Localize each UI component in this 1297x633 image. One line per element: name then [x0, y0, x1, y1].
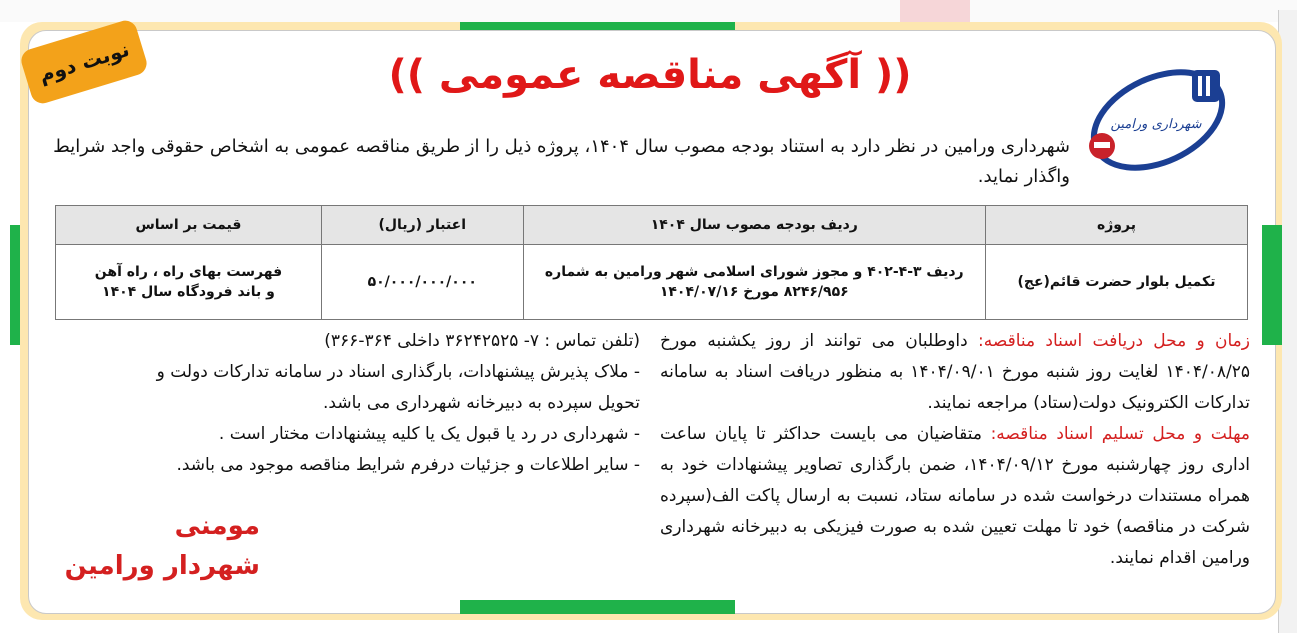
header-credit: اعتبار (ریال) [321, 206, 523, 245]
signature-role: شهردار ورامین [64, 551, 260, 581]
cell-budget-line [523, 245, 985, 320]
signature-block [60, 506, 260, 586]
header-project: پروژه [985, 206, 1247, 245]
receipt-text: داوطلبان می توانند از روز یکشنبه مورخ ۱۴۰۴/۰۸/۲۵ لغایت روز شنبه مورخ ۱۴۰۴/۰۹/۰۱ به منظور دریافت اسناد به سامانه تدارکات الکترونیک دولت(ستاد) مراجعه نمایند. [660, 331, 1250, 413]
cell-credit: ۵۰/۰۰۰/۰۰۰/۰۰۰ [321, 245, 523, 320]
green-bar-bottom [460, 600, 735, 614]
receipt-label: زمان و محل دریافت اسناد مناقصه: [977, 331, 1250, 351]
page-title: (( آگهی مناقصه عمومی )) [388, 52, 912, 98]
conditions-right-column [660, 326, 1250, 574]
header-price-basis: قیمت بر اساس [56, 206, 322, 245]
note-acceptance: - ملاک پذیرش پیشنهادات، بارگذاری اسناد در سامانه تدارکات دولت و تحویل سپرده به دبیرخانه شهرداری می باشد. [156, 362, 640, 413]
price-line-2: و باند فرودگاه سال ۱۴۰۴ [102, 284, 275, 300]
green-bar-left [10, 225, 20, 345]
submission-paragraph [660, 419, 1250, 574]
note-rights: - شهرداری در رد یا قبول یک یا کلیه پیشنهادات مختار است . [218, 424, 640, 444]
receipt-paragraph [660, 326, 1250, 419]
budget-line-2: ۸۲۴۶/۹۵۶ مورخ ۱۴۰۴/۰۷/۱۶ [659, 284, 849, 300]
submission-label: مهلت و محل تسلیم اسناد مناقصه: [990, 424, 1251, 444]
price-line-1: فهرست بهای راه ، راه آهن [94, 264, 283, 280]
cell-project: تکمیل بلوار حضرت قائم(عج) [985, 245, 1247, 320]
second-round-badge: نوبت دوم [18, 18, 149, 107]
budget-line-1: ردیف ۳-۴-۴۰۲ و مجوز شورای اسلامی شهر ورامین به شماره [544, 264, 964, 280]
cell-price-basis [56, 245, 322, 320]
logo-text: شهرداری ورامین [1110, 117, 1202, 132]
green-bar-right [1262, 225, 1282, 345]
table-row [56, 245, 1248, 320]
intro-paragraph: شهرداری ورامین در نظر دارد به استناد بودجه مصوب سال ۱۴۰۴، پروژه ذیل را از طریق مناقصه عمومی به اشخاص حقوقی واجد شرایط واگذار نماید. [53, 136, 1070, 187]
watermark-corner [900, 0, 970, 22]
municipality-logo [1080, 68, 1230, 180]
conditions-left-column [120, 326, 640, 481]
header-budget-line: ردیف بودجه مصوب سال ۱۴۰۴ [523, 206, 985, 245]
submission-text: متقاضیان می بایست حداکثر تا پایان ساعت اداری روز چهارشنبه مورخ ۱۴۰۴/۰۹/۱۲، ضمن بارگذاری تصاویر پیشنهادات خود به همراه مستندات درخواست شده در سامانه ستاد، نسبت به ارسال پاکت الف(سپرده شرکت در مناقصه) خود تا مهلت تعیین شده به صورت فیزیکی به دبیرخانه شهرداری ورامین اقدام نمایند. [660, 424, 1251, 568]
note-info: - سایر اطلاعات و جزئیات درفرم شرایط مناقصه موجود می باشد. [176, 455, 640, 475]
green-bar-top [460, 22, 735, 30]
project-table [55, 205, 1248, 320]
top-strip [0, 0, 1297, 22]
contact-phone: (تلفن تماس : ۷- ۳۶۲۴۲۵۲۵ داخلی ۳۶۴-۳۶۶) [324, 331, 640, 351]
signature-name: مومنی [174, 511, 260, 541]
